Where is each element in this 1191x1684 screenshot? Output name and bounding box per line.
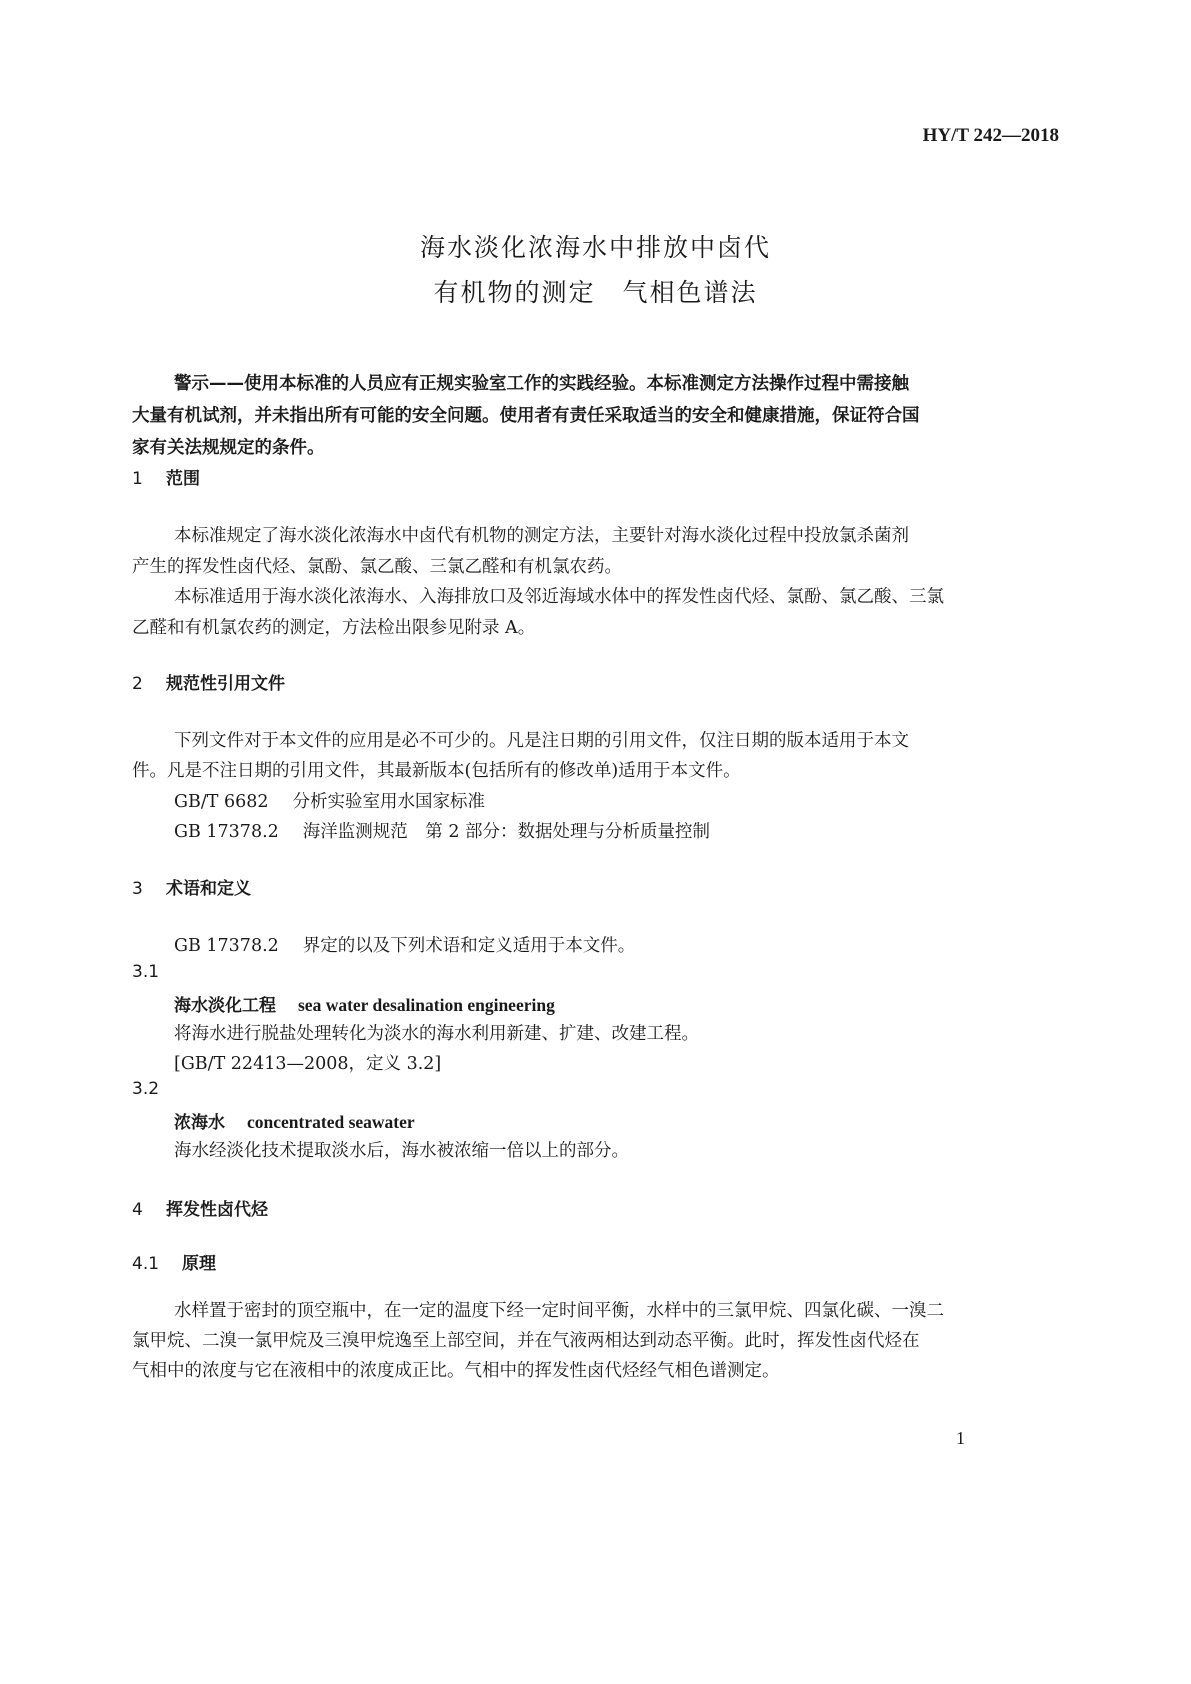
paragraph-line: 水样置于密封的顶空瓶中，在一定的温度下经一定时间平衡，水样中的三氯甲烷、四氯化碳、一溴二 — [174, 1301, 944, 1321]
paragraph-line: 本标准适用于海水淡化浓海水、入海排放口及邻近海域水体中的挥发性卤代烃、氯酚、氯乙酸、三氯 — [174, 587, 944, 607]
reference-title: 海洋监测规范 第 2 部分：数据处理与分析质量控制 — [302, 822, 711, 842]
section-title: 范围 — [166, 469, 200, 489]
reference-item — [174, 788, 485, 813]
paragraph-text: 界定的以及下列术语和定义适用于本文件。 — [302, 936, 636, 956]
reference-title: 分析实验室用水国家标准 — [292, 792, 486, 812]
section-heading-scope — [132, 464, 200, 489]
term-source: [GB/T 22413—2008，定义 3.2] — [174, 1054, 442, 1074]
term-name-zh: 海水淡化工程 — [174, 996, 276, 1016]
document-title-line-2: 有机物的测定 气相色谱法 — [433, 278, 758, 307]
paragraph-line: 下列文件对于本文件的应用是必不可少的。凡是注日期的引用文件，仅注日期的版本适用于本文 — [174, 731, 909, 751]
subsection-title: 原理 — [182, 1254, 216, 1274]
term-entry — [174, 991, 555, 1016]
reference-code: GB/T 6682 — [174, 792, 269, 812]
term-definition: 将海水进行脱盐处理转化为淡水的海水利用新建、扩建、改建工程。 — [174, 1024, 699, 1044]
section-number: 1 — [132, 469, 143, 489]
term-definition: 海水经淡化技术提取淡水后，海水被浓缩一倍以上的部分。 — [174, 1141, 629, 1161]
term-entry — [174, 1108, 415, 1133]
warning-text: 家有关法规规定的条件。 — [132, 438, 325, 458]
warning-text: 警示——使用本标准的人员应有正规实验室工作的实践经验。本标准测定方法操作过程中需接触 — [174, 374, 909, 394]
document-title-line-1: 海水淡化浓海水中排放中卤代 — [419, 233, 771, 262]
section-title: 规范性引用文件 — [166, 674, 285, 694]
paragraph-line: 乙醛和有机氯农药的测定，方法检出限参见附录 A。 — [132, 618, 536, 638]
section-number: 2 — [132, 674, 143, 694]
reference-item — [174, 818, 710, 843]
paragraph-line: 件。凡是不注日期的引用文件，其最新版本(包括所有的修改单)适用于本文件。 — [132, 761, 741, 781]
term-name-en: concentrated seawater — [247, 1112, 415, 1132]
subsection-number: 4.1 — [132, 1254, 160, 1274]
section-title: 挥发性卤代烃 — [166, 1200, 268, 1220]
term-name-en: sea water desalination engineering — [298, 995, 555, 1015]
paragraph-line: 气相中的浓度与它在液相中的浓度成正比。气相中的挥发性卤代烃经气相色谱测定。 — [132, 1361, 780, 1381]
section-number: 4 — [132, 1200, 143, 1220]
section-number: 3 — [132, 879, 143, 899]
section-heading-volatile-halohydrocarbons — [132, 1195, 268, 1220]
document-code: HY/T 242—2018 — [922, 125, 1059, 146]
term-number: 3.2 — [132, 1079, 160, 1099]
section-heading-normative-references — [132, 669, 285, 694]
reference-code: GB 17378.2 — [174, 822, 279, 842]
paragraph-line: 氯甲烷、二溴一氯甲烷及三溴甲烷逸至上部空间，并在气液两相达到动态平衡。此时，挥发性卤代烃在 — [132, 1331, 920, 1351]
term-name-zh: 浓海水 — [174, 1113, 225, 1133]
paragraph-line — [174, 932, 635, 957]
paragraph-line: 产生的挥发性卤代烃、氯酚、氯乙酸、三氯乙醛和有机氯农药。 — [132, 557, 622, 577]
page-number: 1 — [956, 1428, 965, 1448]
section-heading-terms-and-definitions — [132, 874, 251, 899]
section-title: 术语和定义 — [166, 879, 251, 899]
warning-text: 大量有机试剂，并未指出所有可能的安全问题。使用者有责任采取适当的安全和健康措施，保证符合国 — [132, 406, 920, 426]
reference-code: GB 17378.2 — [174, 936, 279, 956]
subsection-heading-principle — [132, 1249, 216, 1274]
paragraph-line: 本标准规定了海水淡化浓海水中卤代有机物的测定方法，主要针对海水淡化过程中投放氯杀菌剂 — [174, 526, 909, 546]
term-number: 3.1 — [132, 962, 160, 982]
